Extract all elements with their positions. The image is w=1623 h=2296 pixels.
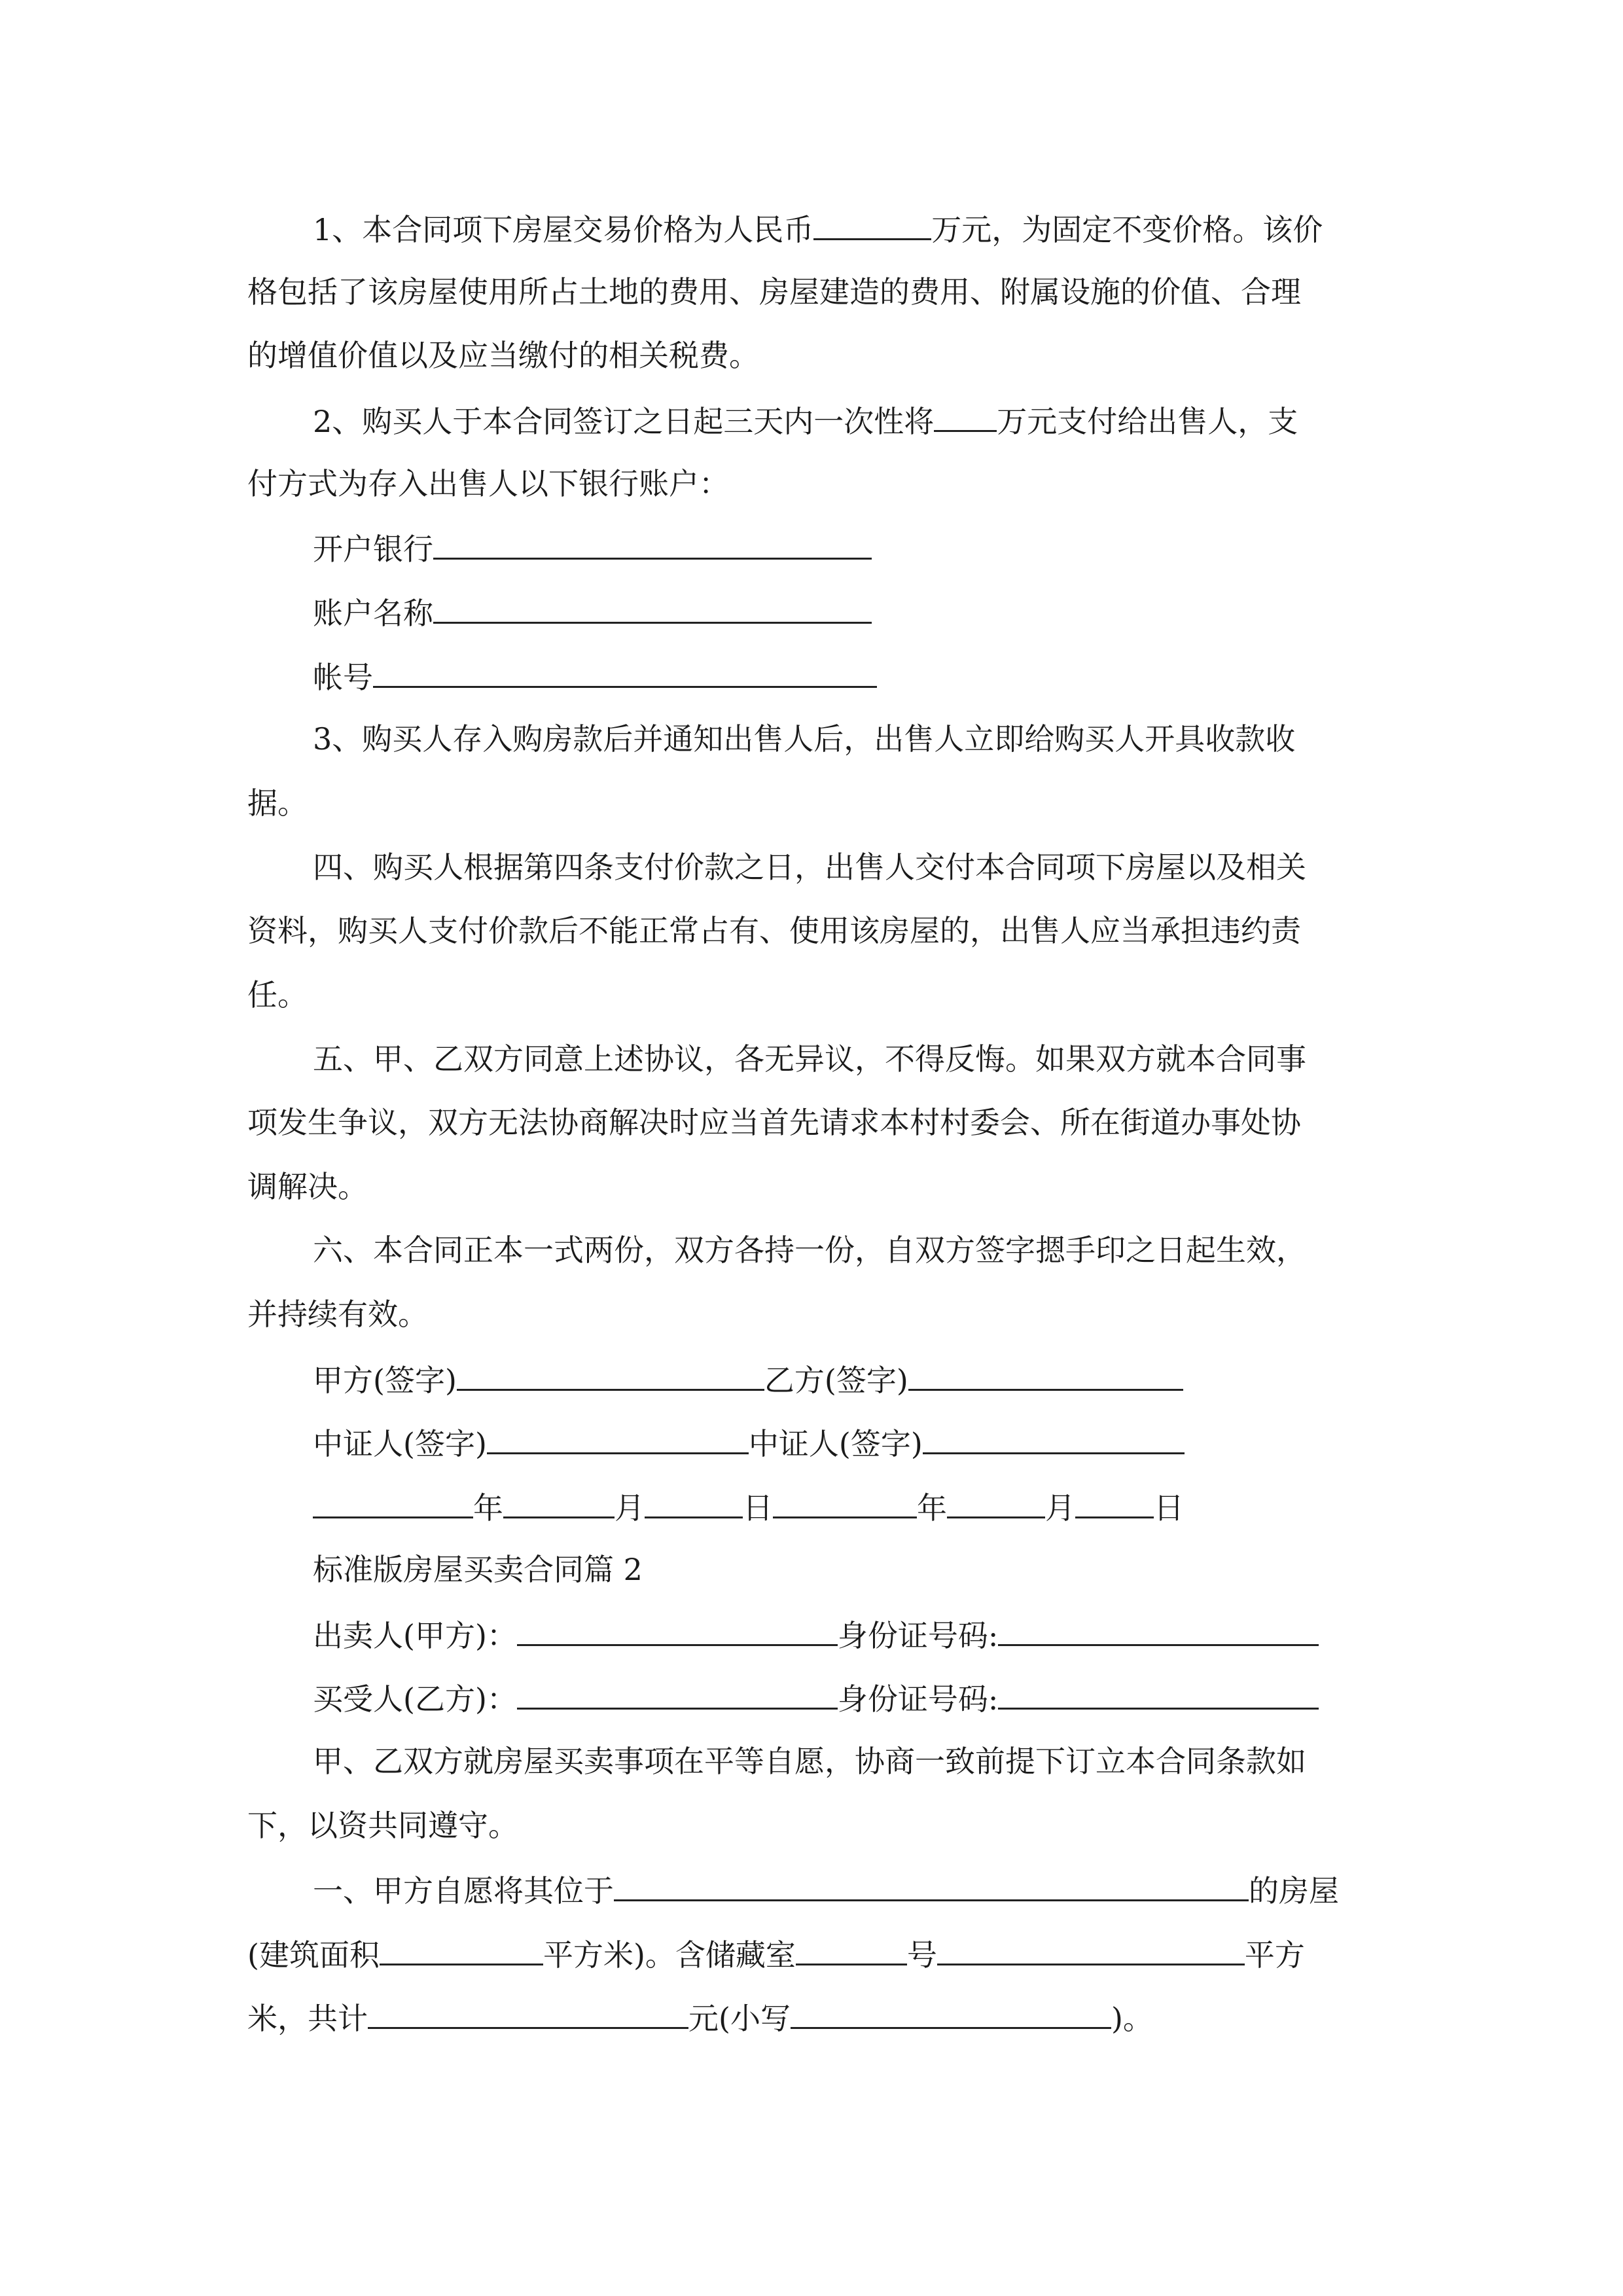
day-1-label: 日 xyxy=(743,1490,773,1526)
clause-5-line-2: 项发生争议，双方无法协商解决时应当首先请求本村村委会、所在街道办事处协 xyxy=(247,1105,1301,1140)
day-1-blank[interactable] xyxy=(645,1486,743,1518)
contract-2-clause-1-line-3 xyxy=(247,1997,1153,2038)
clause-2-text-a: 2、购买人于本合同签订之日起三天内一次性将 xyxy=(313,404,935,439)
contract-2-intro-line-1: 甲、乙双方就房屋买卖事项在平等自愿，协商一致前提下订立本合同条款如 xyxy=(313,1744,1306,1779)
account-name-blank[interactable] xyxy=(433,592,872,624)
buyer-name-blank[interactable] xyxy=(517,1677,838,1710)
house-label: 的房屋 xyxy=(1249,1873,1339,1909)
clause-6-line-2: 并持续有效。 xyxy=(247,1297,428,1332)
year-1-blank[interactable] xyxy=(313,1486,473,1518)
buyer-id-blank[interactable] xyxy=(998,1677,1319,1710)
payment-amount-blank[interactable] xyxy=(934,400,997,432)
closing-paren: )。 xyxy=(1111,2001,1153,2036)
bank-field xyxy=(313,528,872,569)
clause-5-line-3: 调解决。 xyxy=(247,1169,368,1204)
contract-2-clause-1-line-2 xyxy=(247,1933,1305,1975)
party-a-sign-label: 甲方(签字) xyxy=(313,1363,457,1398)
party-signature-row xyxy=(313,1359,1183,1400)
seller-id-blank[interactable] xyxy=(998,1614,1319,1646)
lowercase-label: 元(小写 xyxy=(688,2001,791,2036)
account-name-label: 账户名称 xyxy=(313,596,433,631)
party-b-sign-blank[interactable] xyxy=(908,1359,1183,1391)
month-1-label: 月 xyxy=(615,1490,645,1526)
witness-1-sign-label: 中证人(签字) xyxy=(313,1426,487,1462)
month-1-blank[interactable] xyxy=(503,1486,615,1518)
witness-2-sign-blank[interactable] xyxy=(923,1422,1185,1454)
date-row xyxy=(313,1486,1184,1528)
clause-4-line-1: 四、购买人根据第四条支付价款之日，出售人交付本合同项下房屋以及相关 xyxy=(313,850,1306,885)
account-name-field xyxy=(313,592,872,633)
clause-1-line-3: 的增值价值以及应当缴付的相关税费。 xyxy=(247,338,759,373)
clause-2-line-1 xyxy=(313,400,1298,441)
seller-id-label: 身份证号码: xyxy=(837,1618,999,1653)
witness-2-sign-label: 中证人(签字) xyxy=(748,1426,923,1462)
clause-1-line-1 xyxy=(313,208,1323,249)
square-label: 平方 xyxy=(1244,1937,1305,1973)
clause-1-line-2: 格包括了该房屋使用所占土地的费用、房屋建造的费用、附属设施的价值、合理 xyxy=(247,274,1301,310)
clause-1-text-b: 万元，为固定不变价格。该价 xyxy=(931,212,1323,247)
location-label: 一、甲方自愿将其位于 xyxy=(313,1873,614,1909)
seller-label: 出卖人(甲方)： xyxy=(313,1618,517,1653)
contract-2-intro-line-2: 下，以资共同遵守。 xyxy=(247,1808,518,1843)
clause-3-line-2: 据。 xyxy=(247,785,308,821)
witness-signature-row xyxy=(313,1422,1185,1463)
party-a-sign-blank[interactable] xyxy=(457,1359,764,1391)
year-1-label: 年 xyxy=(473,1490,503,1526)
day-2-label: 日 xyxy=(1154,1490,1184,1526)
clause-6-line-1: 六、本合同正本一式两份，双方各持一份，自双方签字摁手印之日起生效， xyxy=(313,1232,1306,1268)
year-2-blank[interactable] xyxy=(773,1486,917,1518)
area-label: (建筑面积 xyxy=(247,1937,380,1973)
buyer-row xyxy=(313,1677,1319,1719)
clause-2-text-b: 万元支付给出售人，支 xyxy=(997,404,1298,439)
clause-5-line-1: 五、甲、乙双方同意上述协议，各无异议，不得反悔。如果双方就本合同事 xyxy=(313,1041,1306,1077)
month-2-blank[interactable] xyxy=(947,1486,1045,1518)
seller-row xyxy=(313,1614,1319,1655)
bank-label: 开户银行 xyxy=(313,531,433,567)
price-blank[interactable] xyxy=(813,208,931,240)
total-amount-blank[interactable] xyxy=(368,1997,688,2029)
clause-2-line-2: 付方式为存入出售人以下银行账户： xyxy=(247,466,729,501)
contract-2-clause-1-line-1 xyxy=(313,1869,1339,1910)
seller-name-blank[interactable] xyxy=(517,1614,838,1646)
clause-1-text-a: 1、本合同项下房屋交易价格为人民币 xyxy=(313,212,814,247)
buyer-id-label: 身份证号码: xyxy=(837,1681,999,1717)
location-blank[interactable] xyxy=(614,1869,1249,1901)
year-2-label: 年 xyxy=(917,1490,947,1526)
number-label: 号 xyxy=(906,1937,937,1973)
day-2-blank[interactable] xyxy=(1075,1486,1154,1518)
month-2-label: 月 xyxy=(1045,1490,1075,1526)
lowercase-amount-blank[interactable] xyxy=(791,1997,1111,2029)
storage-label: 平方米)。含储藏室 xyxy=(543,1937,796,1973)
bank-blank[interactable] xyxy=(433,528,872,560)
account-number-blank[interactable] xyxy=(373,656,877,688)
area-blank[interactable] xyxy=(380,1933,543,1965)
clause-4-line-2: 资料，购买人支付价款后不能正常占有、使用该房屋的，出售人应当承担违约责 xyxy=(247,913,1301,948)
contract-2-heading: 标准版房屋买卖合同篇 2 xyxy=(313,1552,643,1587)
buyer-label: 买受人(乙方)： xyxy=(313,1681,517,1717)
party-b-sign-label: 乙方(签字) xyxy=(764,1363,908,1398)
clause-4-line-3: 任。 xyxy=(247,977,308,1013)
storage-area-blank[interactable] xyxy=(937,1933,1245,1965)
account-number-label: 帐号 xyxy=(313,660,373,695)
clause-3-line-1: 3、购买人存入购房款后并通知出售人后，出售人立即给购买人开具收款收 xyxy=(313,721,1296,757)
account-number-field xyxy=(313,656,877,697)
witness-1-sign-blank[interactable] xyxy=(487,1422,749,1454)
total-label: 米，共计 xyxy=(247,2001,368,2036)
storage-number-blank[interactable] xyxy=(796,1933,907,1965)
